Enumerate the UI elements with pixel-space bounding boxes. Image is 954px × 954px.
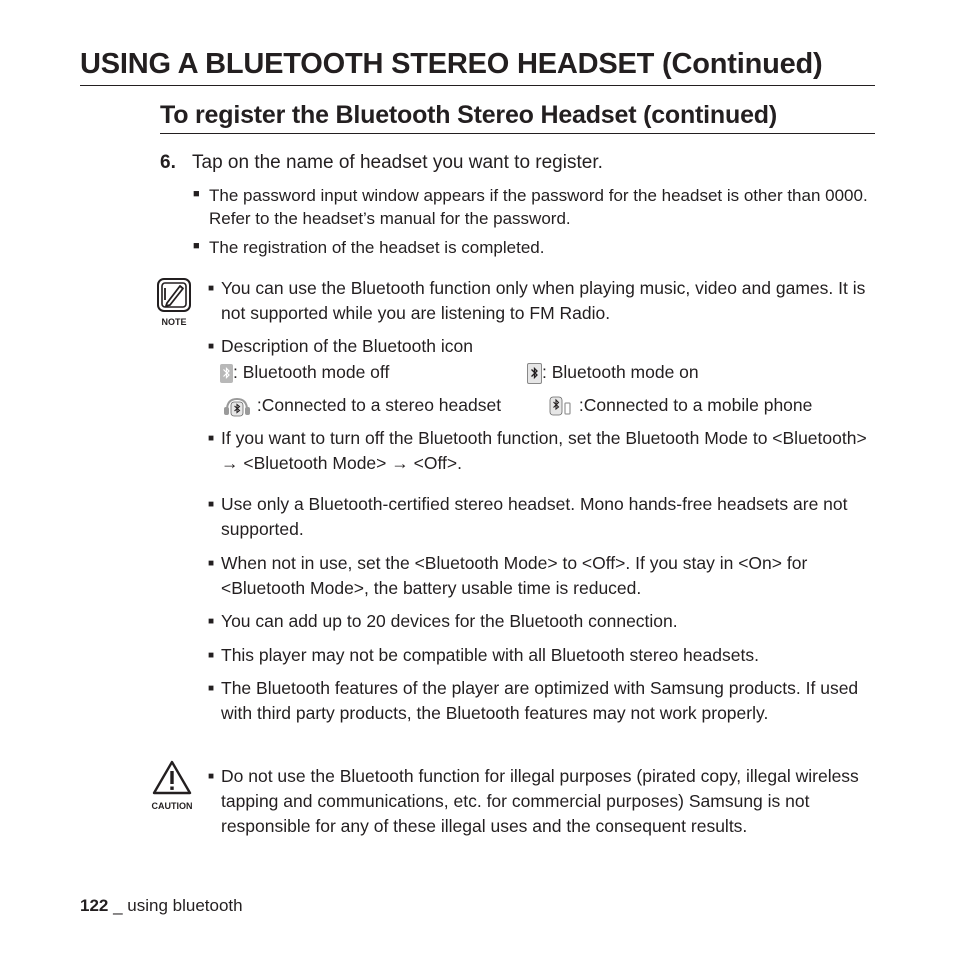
step-bullet-1: ■ The password input window appears if the password for the headset is other than 0000. Refer to the headset’s manual for the password. xyxy=(193,186,868,228)
step-6 xyxy=(160,152,603,174)
note-item-7: ■ This player may not be compatible with all Bluetooth stereo headsets. xyxy=(208,645,759,665)
note-icon xyxy=(150,278,198,312)
note-item-4: ■ Use only a Bluetooth-certified stereo headset. Mono hands-free headsets are not supported. xyxy=(208,494,848,539)
legend-mobile-phone: :Connected to a mobile phone xyxy=(548,393,812,418)
bluetooth-on-icon xyxy=(527,363,542,384)
step-text: Tap on the name of headset you want to register. xyxy=(192,152,603,173)
phone-connected-icon xyxy=(548,395,574,417)
footer-section: _ using bluetooth xyxy=(108,896,243,915)
bluetooth-off-icon xyxy=(220,364,233,383)
note-label: NOTE xyxy=(161,317,187,327)
section-subtitle: To register the Bluetooth Stereo Headset (continued) xyxy=(160,101,777,129)
note-item-2: ■ Description of the Bluetooth icon xyxy=(208,336,473,356)
note-item-5: ■ When not in use, set the <Bluetooth Mode> to <Off>. If you stay in <On> for <Bluetooth Mode>, the battery usable time is reduced. xyxy=(208,553,808,598)
note-item-3: ■ If you want to turn off the Bluetooth function, set the Bluetooth Mode to <Bluetooth> → <Bluetooth Mode> → <Off>. xyxy=(208,428,867,473)
step-number: 6. xyxy=(160,152,176,173)
note-item-1: ■ You can use the Bluetooth function only when playing music, video and games. It is not supported while you are listening to FM Radio. xyxy=(208,278,866,323)
note-item-6: ■ You can add up to 20 devices for the Bluetooth connection. xyxy=(208,611,678,631)
note-badge xyxy=(150,278,198,327)
legend-mode-on: : Bluetooth mode on xyxy=(527,360,699,385)
headset-connected-icon xyxy=(222,395,252,417)
warning-triangle-icon xyxy=(145,760,199,796)
legend-mode-off: : Bluetooth mode off xyxy=(220,360,389,385)
step-bullet-2: ■ The registration of the headset is completed. xyxy=(193,238,545,257)
caution-badge xyxy=(145,760,199,811)
title-rule xyxy=(80,85,875,86)
page-number: 122 xyxy=(80,896,109,915)
caution-item: ■ Do not use the Bluetooth function for illegal purposes (pirated copy, illegal wireless tapping and communications, etc. for commercial purposes) Samsung is not responsible for any of these illegal uses and the consequent results. xyxy=(208,766,859,836)
page-footer xyxy=(80,896,243,916)
subtitle-rule xyxy=(160,133,875,134)
page-title: USING A BLUETOOTH STEREO HEADSET (Continued) xyxy=(80,48,823,80)
legend-stereo-headset: :Connected to a stereo headset xyxy=(222,393,501,418)
caution-label: CAUTION xyxy=(151,801,193,811)
note-item-8: ■ The Bluetooth features of the player are optimized with Samsung products. If used with third party products, the Bluetooth features may not work properly. xyxy=(208,678,859,723)
